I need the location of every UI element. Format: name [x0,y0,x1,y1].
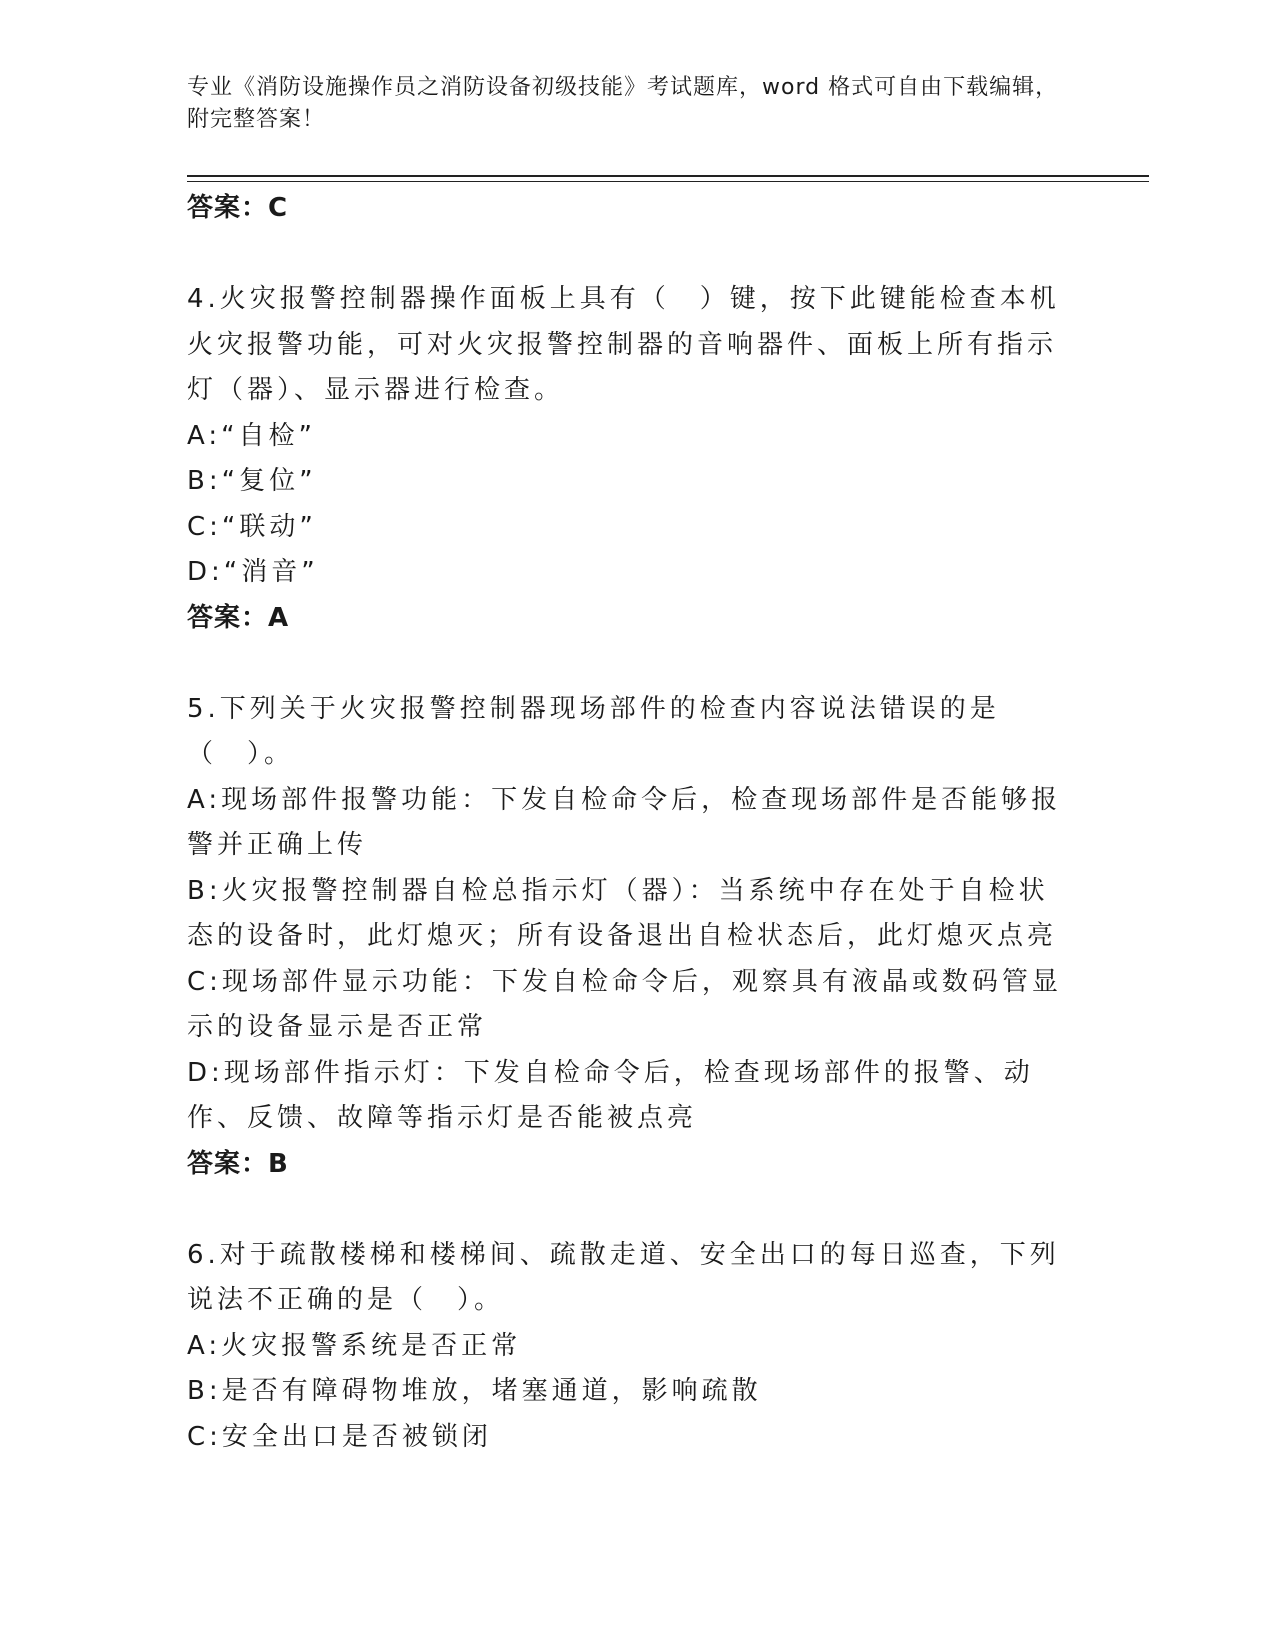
option-c: C:“联动” [187,511,317,542]
option-d: D:“消音” [187,557,319,587]
option-b: B:是否有障碍物堆放，堵塞通道，影响疏散 [187,1376,762,1406]
option-b: B:火灾报警控制器自检总指示灯（器）：当系统中存在处于自检状态的设备时，此灯熄灭；所有设备退出自检状态后，此灯熄灭点亮 [187,875,1058,951]
question-stem: 5.下列关于火灾报警控制器现场部件的检查内容说法错误的是（ ）。 [187,693,1000,769]
document-header: 专业《消防设施操作员之消防设备初级技能》考试题库，word 格式可自由下载编辑，附完整答案！ [187,75,1059,132]
answer-line: 答案：A [187,602,290,633]
question-block [187,277,1067,640]
option-b: B:“复位” [187,466,317,496]
spacer [187,1186,1067,1233]
spacer [187,230,1067,277]
spacer [187,640,1067,687]
header-rule-thick [187,175,1149,177]
option-d: D:现场部件指示灯：下发自检命令后，检查现场部件的报警、动作、反馈、故障等指示灯是否能被点亮 [187,1057,1034,1133]
question-block [187,687,1067,1186]
answer-line: 答案：C [187,193,289,223]
question-block [187,1233,1067,1461]
option-a: A:火灾报警系统是否正常 [187,1330,522,1361]
header-rule-thin [187,181,1149,182]
question-stem: 4.火灾报警控制器操作面板上具有（ ）键，按下此键能检查本机火灾报警功能，可对火灾报警控制器的音响器件、面板上所有指示灯（器）、显示器进行检查。 [187,284,1060,405]
option-a: A:“自检” [187,420,317,451]
option-c: C:安全出口是否被锁闭 [187,1421,492,1452]
question-stem: 6.对于疏散楼梯和楼梯间、疏散走道、安全出口的每日巡查，下列说法不正确的是（ ）。 [187,1239,1060,1315]
document-body [187,186,1067,1460]
option-a: A:现场部件报警功能：下发自检命令后，检查现场部件是否能够报警并正确上传 [187,784,1062,860]
answer-line: 答案：B [187,1148,289,1179]
option-c: C:现场部件显示功能：下发自检命令后，观察具有液晶或数码管显示的设备显示是否正常 [187,966,1062,1042]
